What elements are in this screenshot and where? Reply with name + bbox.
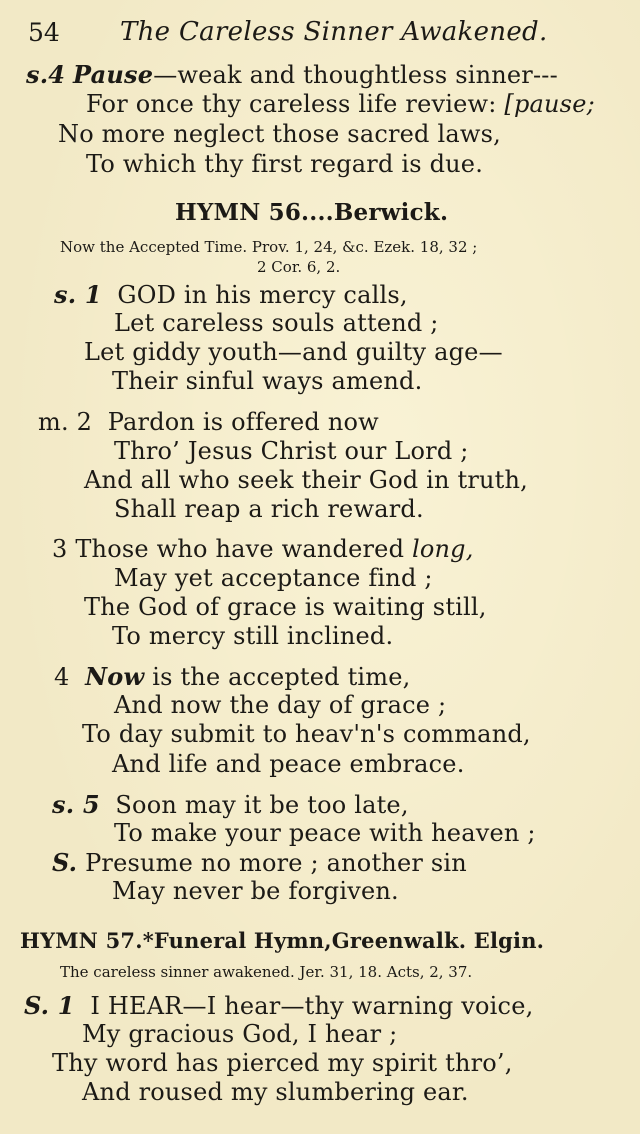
prev-verse-line-3: No more neglect those sacred laws, bbox=[58, 120, 501, 148]
hymn-57-title: HYMN 57.*Funeral Hymn,Greenwalk. Elgin. bbox=[20, 928, 545, 953]
hymn-56-subtitle-2: 2 Cor. 6, 2. bbox=[257, 258, 341, 276]
verse-mark: s. 5 bbox=[52, 790, 100, 819]
verse-mark: m. 2 bbox=[38, 408, 93, 436]
h56-v4-line-3: To day submit to heav'n's command, bbox=[82, 720, 531, 748]
h56-v5-line-2: To make your peace with heaven ; bbox=[114, 819, 536, 847]
h56-v1-line-2: Let careless souls attend ; bbox=[114, 309, 439, 337]
line-text: is the accepted time, bbox=[152, 663, 411, 691]
h57-v1-line-2: My gracious God, I hear ; bbox=[82, 1020, 398, 1048]
h56-v2-line-1 bbox=[38, 408, 379, 436]
h56-v4-line-4: And life and peace embrace. bbox=[112, 750, 465, 778]
h56-v4-line-2: And now the day of grace ; bbox=[114, 691, 447, 719]
long-word: long, bbox=[411, 535, 474, 563]
h56-v5-line-1 bbox=[52, 790, 409, 819]
line-text: GOD in his mercy calls, bbox=[117, 281, 408, 309]
h56-v3-line-2: May yet acceptance find ; bbox=[114, 564, 433, 592]
line-text: —weak and thoughtless sinner--- bbox=[153, 61, 558, 89]
h56-v5-line-3 bbox=[52, 848, 467, 877]
running-title: The Careless Sinner Awakened. bbox=[120, 17, 548, 47]
h56-v2-line-3: And all who seek their God in truth, bbox=[84, 466, 529, 494]
verse-mark: s.4 bbox=[26, 60, 66, 89]
verse-mark: 3 bbox=[52, 535, 68, 563]
now-word: Now bbox=[85, 662, 145, 691]
h56-v3-line-4: To mercy still inclined. bbox=[112, 622, 394, 650]
h57-v1-line-3: Thy word has pierced my spirit thro’, bbox=[52, 1049, 513, 1077]
h57-v1-line-1 bbox=[24, 991, 533, 1020]
h57-v1-line-4: And roused my slumbering ear. bbox=[82, 1078, 469, 1106]
verse-mark: 4 bbox=[54, 663, 70, 691]
hymn-57-subtitle: The careless sinner awakened. Jer. 31, 18. Acts, 2, 37. bbox=[60, 963, 473, 981]
line-text: For once thy careless life review: bbox=[86, 90, 497, 118]
h56-v2-line-2: Thro’ Jesus Christ our Lord ; bbox=[114, 437, 469, 465]
pause-note: [pause; bbox=[504, 90, 595, 118]
page-number: 54 bbox=[28, 18, 60, 47]
line-text: Soon may it be too late, bbox=[115, 791, 409, 819]
prev-verse-line-2 bbox=[86, 90, 595, 118]
h56-v1-line-4: Their sinful ways amend. bbox=[112, 367, 423, 395]
h56-v1-line-3: Let giddy youth—and guilty age— bbox=[84, 338, 503, 366]
line-text: Those who have wandered bbox=[75, 535, 405, 563]
pause-word: Pause bbox=[73, 60, 154, 89]
line-text: I HEAR—I hear—thy warning voice, bbox=[90, 992, 534, 1020]
verse-mark: s. 1 bbox=[54, 280, 102, 309]
h56-v1-line-1 bbox=[54, 280, 408, 309]
h56-v4-line-1 bbox=[54, 662, 410, 691]
verse-mark-2: S. bbox=[52, 848, 78, 877]
prev-verse-line-1 bbox=[26, 60, 558, 89]
h56-v3-line-3: The God of grace is waiting still, bbox=[84, 593, 487, 621]
hymn-56-subtitle-1: Now the Accepted Time. Prov. 1, 24, &c. Ezek. 18, 32 ; bbox=[60, 238, 478, 256]
verse-mark: S. 1 bbox=[24, 991, 75, 1020]
h56-v2-line-4: Shall reap a rich reward. bbox=[114, 495, 424, 523]
h56-v3-line-1 bbox=[52, 535, 474, 563]
line-text: Pardon is offered now bbox=[107, 408, 379, 436]
h56-v5-line-4: May never be forgiven. bbox=[112, 877, 399, 905]
prev-verse-line-4: To which thy first regard is due. bbox=[86, 150, 484, 178]
line-text: Presume no more ; another sin bbox=[85, 849, 467, 877]
hymn-56-title: HYMN 56....Berwick. bbox=[175, 199, 449, 226]
